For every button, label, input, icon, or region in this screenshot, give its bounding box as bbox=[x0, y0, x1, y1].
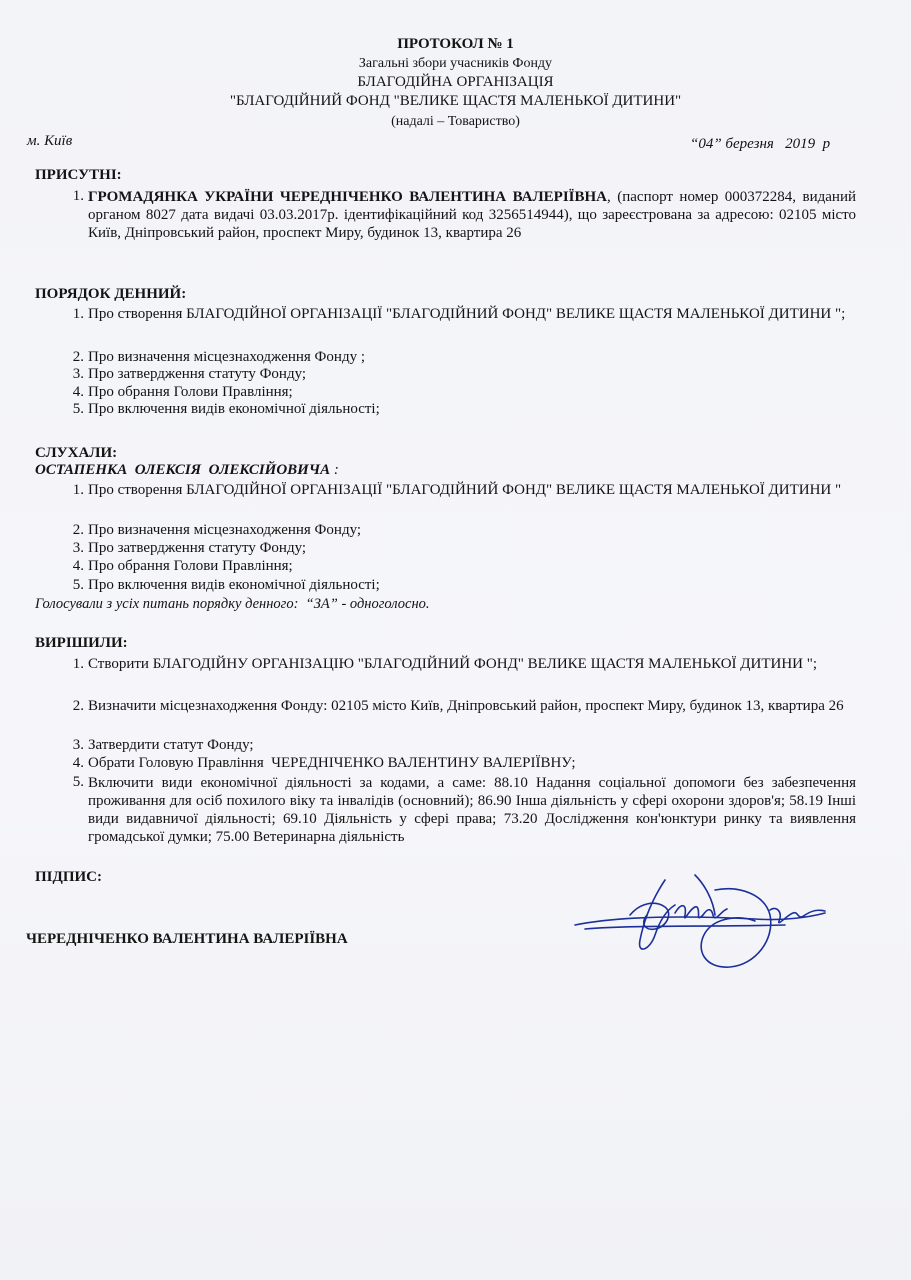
header-line-4: (надалі – Товариство) bbox=[391, 114, 520, 129]
resolved-item-4 bbox=[88, 755, 856, 772]
city: м. Київ bbox=[27, 133, 73, 149]
resolved-number-3: 3. bbox=[72, 737, 84, 753]
resolved-number-4: 4. bbox=[72, 755, 84, 771]
agenda-number-2: 2. bbox=[72, 349, 84, 365]
resolved-number-2: 2. bbox=[72, 698, 84, 714]
agenda-item-5: Про включення видів економічної діяльності; bbox=[88, 401, 380, 417]
heard-number-3: 3. bbox=[72, 540, 84, 556]
resolved-item-4-prefix: Обрати Головую Правління bbox=[88, 755, 272, 771]
agenda-item-2: Про визначення місцезнаходження Фонду ; bbox=[88, 349, 365, 365]
document-title: ПРОТОКОЛ № 1 bbox=[397, 36, 514, 52]
heard-number-2: 2. bbox=[72, 522, 84, 538]
present-number: 1. bbox=[72, 188, 84, 204]
heard-item-2: Про визначення місцезнаходження Фонду; bbox=[88, 522, 362, 538]
present-heading: ПРИСУТНІ: bbox=[35, 167, 122, 183]
agenda-number-3: 3. bbox=[72, 366, 84, 382]
resolved-heading: ВИРІШИЛИ: bbox=[35, 635, 128, 651]
heard-item-3: Про затвердження статуту Фонду; bbox=[88, 540, 307, 556]
agenda-item-1: Про створення БЛАГОДІЙНОЇ ОРГАНІЗАЦІЇ "БЛАГОДІЙНИЙ ФОНД" ВЕЛИКЕ ЩАСТЯ МАЛЕНЬКОЇ ДИТИНИ "; bbox=[88, 306, 846, 322]
resolved-number-5: 5. bbox=[72, 774, 84, 790]
agenda-item-3: Про затвердження статуту Фонду; bbox=[88, 366, 307, 382]
agenda-number-5: 5. bbox=[72, 401, 84, 417]
resolved-item-1: Створити БЛАГОДІЙНУ ОРГАНІЗАЦІЮ "БЛАГОДІЙНИЙ ФОНД" ВЕЛИКЕ ЩАСТЯ МАЛЕНЬКОЇ ДИТИНИ "; bbox=[88, 656, 818, 672]
resolved-item-3: Затвердити статут Фонду; bbox=[88, 737, 254, 753]
present-name: ГРОМАДЯНКА УКРАЇНИ ЧЕРЕДНІЧЕНКО ВАЛЕНТИНА ВАЛЕРІЇВНА bbox=[88, 189, 608, 205]
agenda-item-4: Про обрання Голови Правління; bbox=[88, 384, 293, 400]
resolved-item-2: Визначити місцезнаходження Фонду: 02105 місто Київ, Дніпровський район, проспект Миру, будинок 13, квартира 26 bbox=[88, 698, 844, 714]
present-details: , (паспорт номер 000372284, виданий органом 8027 дата видачі 03.03.2017р. ідентифікаційний код 3256514944), що зареєстрована за адресою: 02105 місто Київ, Дніпровський район, проспект Миру, будинок 13, квартира 26 bbox=[88, 189, 856, 241]
resolved-number-1: 1. bbox=[72, 656, 84, 672]
vote-result: Голосували з усіх питань порядку денного: “ЗА” - одноголосно. bbox=[35, 596, 430, 612]
heard-item-4: Про обрання Голови Правління; bbox=[88, 558, 293, 574]
header-line-3: "БЛАГОДІЙНИЙ ФОНД "ВЕЛИКЕ ЩАСТЯ МАЛЕНЬКОЇ ДИТИНИ" bbox=[229, 93, 682, 109]
resolved-item-5: Включити види економічної діяльності за кодами, а саме: 88.10 Надання соціальної допомоги без забезпечення проживання для осіб похилого віку та інвалідів (основний); 86.90 Інша діяльність у сфері охорони здоров'я; 58.19 Інші види видавничої діяльності; 69.10 Діяльність у сфері права; 73.20 Дослідження кон'юнктури ринку та виявлення громадської думки; 75.00 Ветеринарна діяльність bbox=[88, 775, 856, 845]
heard-item-1: Про створення БЛАГОДІЙНОЇ ОРГАНІЗАЦІЇ "БЛАГОДІЙНИЙ ФОНД" ВЕЛИКЕ ЩАСТЯ МАЛЕНЬКОЇ ДИТИНИ " bbox=[88, 482, 842, 498]
resolved-item-4-name: ЧЕРЕДНІЧЕНКО ВАЛЕНТИНУ ВАЛЕРІЇВНУ; bbox=[271, 755, 576, 771]
agenda-number-1: 1. bbox=[72, 306, 84, 322]
heard-number-1: 1. bbox=[72, 482, 84, 498]
speaker-name: ОСТАПЕНКА ОЛЕКСІЯ ОЛЕКСІЙОВИЧА bbox=[35, 462, 331, 478]
header-line-1: Загальні збори учасників Фонду bbox=[358, 56, 553, 71]
speaker bbox=[35, 462, 339, 479]
heard-number-5: 5. bbox=[72, 577, 84, 593]
header-line-2: БЛАГОДІЙНА ОРГАНІЗАЦІЯ bbox=[357, 74, 554, 90]
heard-heading: СЛУХАЛИ: bbox=[35, 445, 118, 461]
date: “04” березня 2019 р bbox=[690, 136, 831, 152]
heard-item-5: Про включення видів економічної діяльності; bbox=[88, 577, 380, 593]
signature-ink bbox=[575, 875, 825, 967]
handwritten-signature bbox=[555, 855, 840, 980]
agenda-number-4: 4. bbox=[72, 384, 84, 400]
speaker-suffix: : bbox=[330, 462, 339, 478]
heard-number-4: 4. bbox=[72, 558, 84, 574]
signatory-name: ЧЕРЕДНІЧЕНКО ВАЛЕНТИНА ВАЛЕРІЇВНА bbox=[26, 931, 348, 947]
agenda-heading: ПОРЯДОК ДЕННИЙ: bbox=[35, 286, 187, 302]
present-item bbox=[88, 188, 856, 242]
signature-heading: ПІДПИС: bbox=[35, 869, 102, 885]
